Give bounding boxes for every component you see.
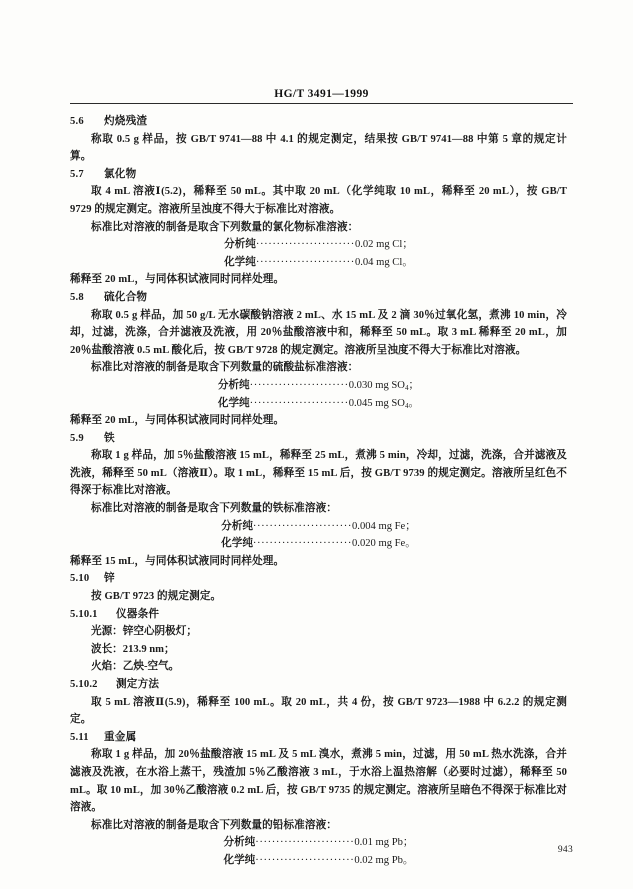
running-header: [70, 84, 573, 102]
clause-closing-5-9: 稀释至 15 mL，与同体积试液同时同样处理。: [70, 555, 285, 567]
grade-value-text: 0.030 mg SO: [348, 379, 405, 391]
clause-heading-5-10-2: [70, 676, 567, 694]
clause-body-5-9-p1: 称取 1 g 样品，加 5％盐酸溶液 15 mL，稀释至 25 mL，煮沸 5 min，冷却，过滤，洗涤，合并滤液及洗液，稀释至 50 mL（溶液Ⅱ）。取 1 mL，稀释至 15 mL 后，按 GB/T 9739 的规定测定。溶液所呈红色不得深于标准比对溶液。: [70, 450, 567, 497]
clause-body-5-11-p1: 称取 1 g 样品，加 20％盐酸溶液 15 mL 及 5 mL 溴水，煮沸 5 min，过滤，用 50 mL 热水洗涤，合并滤液及洗液，在水浴上蒸干，残渣加 5％乙酸溶液 3 mL，于水浴上温热溶解（必要时过滤），稀释至 50 mL。取 10 mL，加 30％乙酸溶液 0.2 mL 后，按 GB/T 9735 的规定测定。溶液所呈暗色不得深于标准比对溶液。: [70, 749, 567, 814]
grade-label: 化学纯: [221, 538, 253, 550]
grade-row-5-8-analytical: [70, 377, 567, 395]
clause-title-5-10: 锌: [104, 573, 115, 585]
clause-title-5-8: 硫化合物: [104, 291, 148, 303]
clause-heading-5-6: [70, 113, 567, 131]
clause-number-5-10: 5.10: [70, 573, 90, 585]
clause-number-5-7: 5.7: [70, 168, 84, 180]
grade-label: 化学纯: [223, 854, 256, 866]
instrument-condition-flame: 火焰：乙炴-空气。: [91, 661, 180, 673]
grade-row-5-8-chemical: [70, 395, 567, 413]
clause-heading-5-8: [70, 289, 567, 307]
dot-leader: ························: [249, 397, 349, 409]
clause-title-5-11: 重金属: [104, 731, 137, 743]
clause-title-5-10-1: 仪器条件: [116, 608, 160, 620]
grade-value: 0.04 mg Cl。: [354, 256, 413, 268]
clause-body-5-10-p1: 按 GB/T 9723 的规定测定。: [91, 591, 222, 603]
grade-value-punct: ；: [408, 379, 420, 391]
grade-label: 分析纯: [217, 379, 250, 391]
dot-leader: ························: [255, 239, 355, 251]
clause-body-5-7-p1: 取 4 mL 溶液Ⅰ(5.2)，稀释至 50 mL。其中取 20 mL（化学纯取 10 mL，稀释至 20 mL），按 GB/T 9729 的规定测定。溶液所呈浊度不得大于标准比对溶液。: [70, 186, 567, 215]
grade-label: 分析纯: [221, 520, 253, 532]
clause-body-5-7-p2: 标准比对溶液的制备是取含下列数量的氯化物标准溶液：: [91, 221, 359, 233]
clause-heading-5-10-1: [70, 606, 567, 624]
standard-number: HG/T 3491—1999: [274, 88, 369, 100]
document-body: [70, 113, 567, 870]
clause-closing-5-7: 稀释至 20 mL，与同体积试液同时同样处理。: [70, 274, 285, 286]
dot-leader: ························: [252, 538, 352, 550]
page-folio: 943: [557, 845, 573, 855]
clause-number-5-8: 5.8: [70, 291, 84, 303]
clause-closing-5-8: 稀释至 20 mL，与同体积试液同时同样处理。: [70, 415, 285, 427]
header-divider-rule: [70, 103, 573, 104]
grade-value-text: 0.045 mg SO: [348, 397, 405, 409]
clause-number-5-10-2: 5.10.2: [70, 679, 98, 690]
grade-label: 分析纯: [224, 239, 256, 251]
clause-number-5-9: 5.9: [70, 432, 84, 444]
clause-title-5-6: 灼烧残渣: [104, 116, 148, 127]
dot-leader: ························: [255, 256, 355, 268]
clause-number-5-6: 5.6: [70, 116, 84, 127]
clause-body-5-10-2-p1: 取 5 mL 溶液Ⅱ(5.9)，稀释至 100 mL。取 20 mL，共 4 份，按 GB/T 9723—1988 中 6.2.2 的规定测定。: [70, 696, 567, 726]
grade-row-5-9-chemical: [70, 535, 567, 553]
grade-label: 化学纯: [217, 397, 250, 409]
clause-body-5-9-p2: 标准比对溶液的制备是取含下列数量的铁标准溶液：: [91, 503, 337, 515]
grade-value: [349, 380, 419, 391]
grade-row-5-7-analytical: [70, 236, 567, 254]
grade-row-5-9-analytical: [70, 518, 567, 536]
grade-value: 0.02 mg Cl；: [354, 239, 413, 251]
clause-heading-5-7: [70, 166, 567, 184]
dot-leader: ························: [255, 854, 355, 866]
clause-number-5-11: 5.11: [70, 731, 89, 743]
clause-title-5-7: 氯化物: [104, 168, 137, 180]
instrument-condition-wavelength: 波长：213.9 nm；: [91, 643, 175, 655]
dot-leader: ························: [255, 837, 355, 849]
grade-value: 0.02 mg Pb。: [354, 854, 414, 866]
grade-value: 0.020 mg Fe。: [352, 538, 416, 550]
clause-heading-5-10: [70, 570, 567, 588]
clause-number-5-10-1: 5.10.1: [70, 608, 98, 620]
grade-value-subscript: 4: [404, 401, 409, 410]
grade-value-subscript: 4: [404, 383, 409, 392]
grade-row-5-7-chemical: [70, 254, 567, 272]
clause-body-5-6-p1: 称取 0.5 g 样品，按 GB/T 9741—88 中 4.1 的规定测定，结果按 GB/T 9741—88 中第 5 章的规定计算。: [70, 133, 567, 163]
grade-label: 分析纯: [223, 837, 256, 849]
grade-value-punct: 。: [408, 397, 420, 409]
dot-leader: ························: [252, 520, 352, 532]
clause-heading-5-11: [70, 729, 567, 747]
grade-value: 0.004 mg Fe；: [352, 520, 416, 532]
grade-value: 0.01 mg Pb；: [354, 837, 414, 849]
instrument-condition-light-source: 光源：锌空心阴极灯；: [91, 626, 197, 638]
clause-body-5-8-p2: 标准比对溶液的制备是取含下列数量的硫酸盐标准溶液：: [91, 362, 359, 374]
grade-value: [349, 398, 419, 409]
clause-heading-5-9: [70, 430, 567, 448]
dot-leader: ························: [249, 379, 349, 391]
clause-title-5-10-2: 测定方法: [116, 679, 160, 690]
clause-title-5-9: 铁: [104, 432, 115, 444]
grade-label: 化学纯: [224, 256, 256, 268]
clause-body-5-11-p2: 标准比对溶液的制备是取含下列数量的铅标准溶液：: [91, 819, 337, 831]
clause-body-5-8-p1: 称取 0.5 g 样品，加 50 g/L 无水碳酸钠溶液 2 mL、水 15 mL 及 2 滴 30％过氧化氢，煮沸 10 min，冷却，过滤，洗涤，合并滤液及洗液，用 20％盐酸溶液中和，稀释至 50 mL。取 3 mL 稀释至 20 mL，加 20％盐酸溶液 0.5 mL 酸化后，按 GB/T 9728 的规定测定。溶液所呈浊度不得大于标准比对溶液。: [70, 309, 567, 356]
